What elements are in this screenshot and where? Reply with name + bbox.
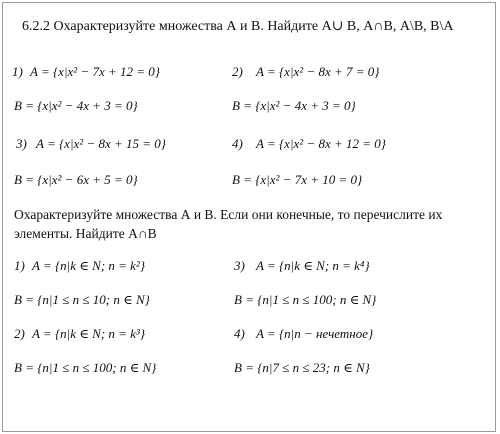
p2-item3-set-b: B = {n|1 ≤ n ≤ 100; n ∈ N} [234,292,377,307]
p1-item4-set-a: A = {x|x² − 8x + 12 = 0} [256,136,386,151]
p1-item1-set-a: A = {x|x² − 7x + 12 = 0} [30,64,160,79]
p2-item4-set-b: B = {n|7 ≤ n ≤ 23; n ∈ N} [234,360,370,375]
p2-item3-set-a: A = {n|k ∈ N; n = k⁴} [256,258,370,273]
p1-item3-label: 3) [16,136,27,151]
p1-item4-label: 4) [232,136,243,151]
p2-item1-label: 1) [14,258,25,273]
p2-item2-set-b: B = {n|1 ≤ n ≤ 100; n ∈ N} [14,360,157,375]
p1-item2-set-b: B = {x|x² − 4x + 3 = 0} [232,98,356,113]
p1-item2-label: 2) [232,64,243,79]
p2-item4-label: 4) [234,326,245,341]
p2-item3-label: 3) [234,258,245,273]
p2-item2-label: 2) [14,326,25,341]
p1-item3-set-b: B = {x|x² − 6x + 5 = 0} [14,172,138,187]
part2-instructions: Охарактеризуйте множества А и В. Если они конечные, то перечислите их элементы. Найдите А∩В [14,207,443,241]
p2-item1-set-b: B = {n|1 ≤ n ≤ 10; n ∈ N} [14,292,150,307]
p1-item3-set-a: A = {x|x² − 8x + 15 = 0} [36,136,166,151]
p1-item2-set-a: A = {x|x² − 8x + 7 = 0} [256,64,380,79]
task-heading: 6.2.2 Охарактеризуйте множества А и В. Найдите А∪ В, А∩В, А\В, В\А [22,19,454,34]
p1-item4-set-b: B = {x|x² − 7x + 10 = 0} [232,172,363,187]
p2-item1-set-a: A = {n|k ∈ N; n = k²} [32,258,146,273]
p1-item1-label: 1) [12,64,23,79]
p1-item1-set-b: B = {x|x² − 4x + 3 = 0} [14,98,138,113]
p2-item4-set-a: A = {n|n − нечетное} [256,326,374,341]
p2-item2-set-a: A = {n|k ∈ N; n = k³} [32,326,146,341]
